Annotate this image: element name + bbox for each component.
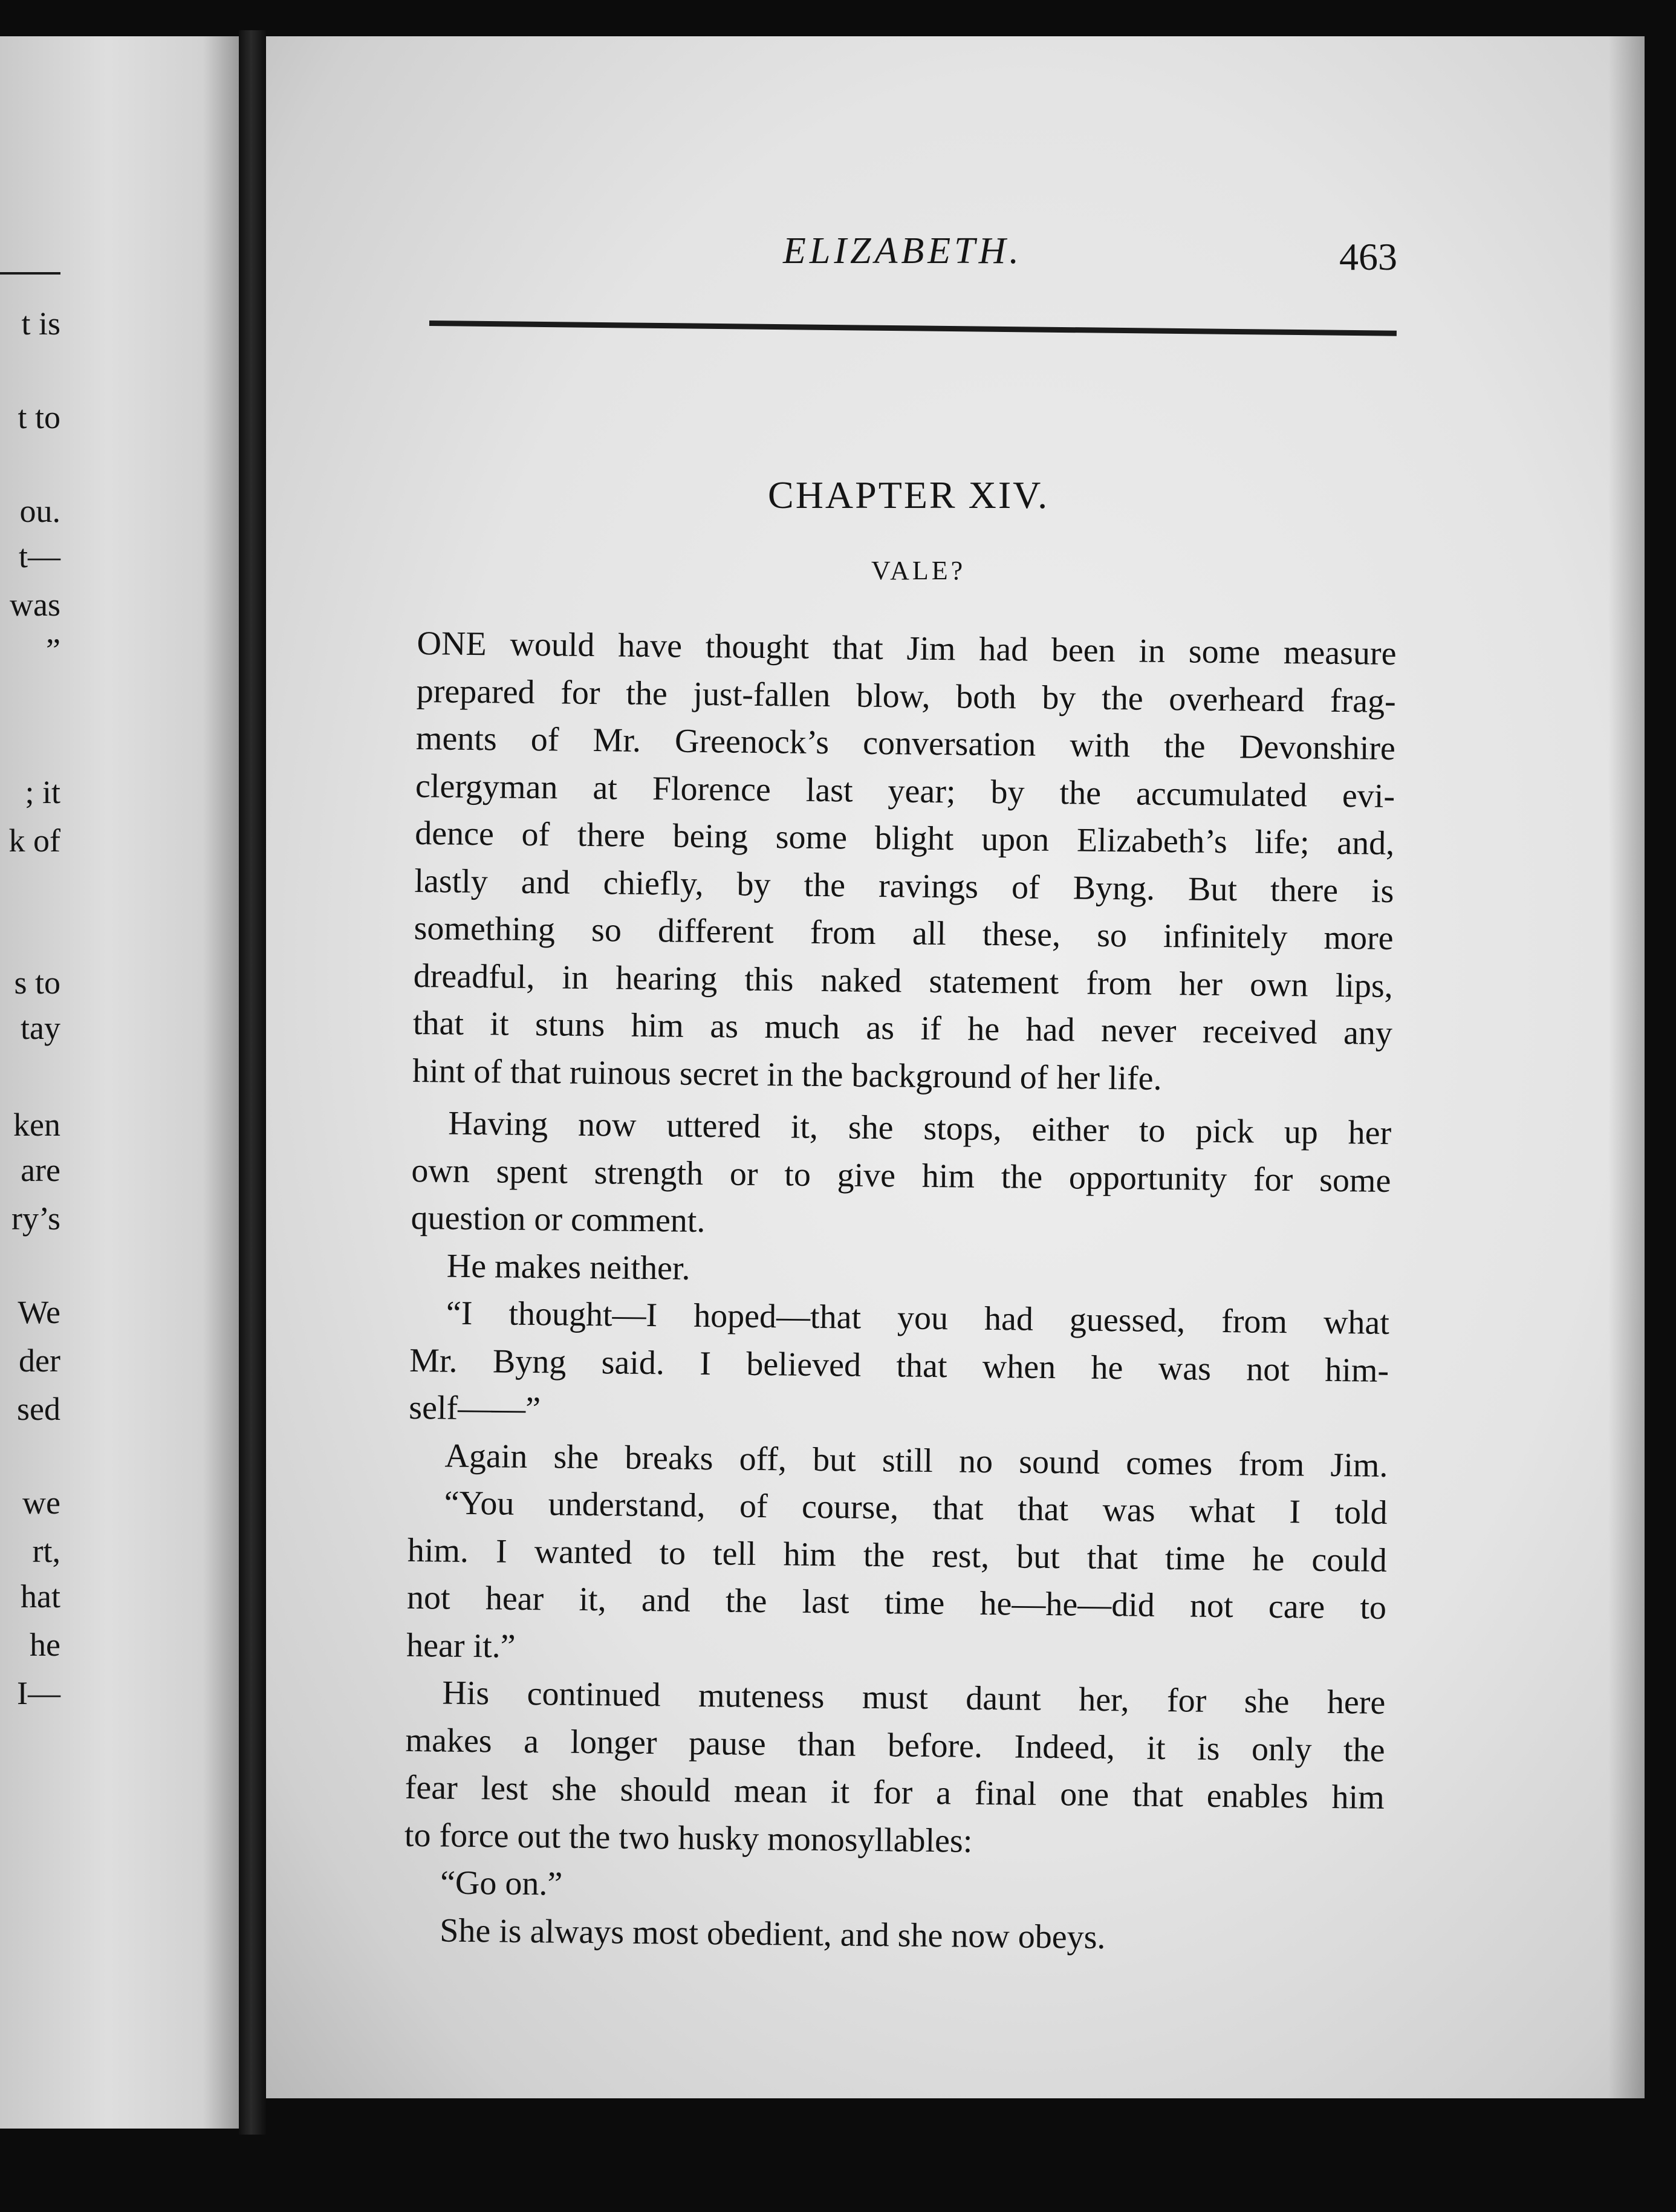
left-fragment: ry’s (11, 1200, 60, 1237)
text-line: hint of that ruinous secret in the background of her life. (412, 1052, 1162, 1098)
left-fragment: t to (18, 399, 60, 435)
left-fragment: rt, (32, 1533, 60, 1569)
text-line: not hear it, and the last time he—he—did not care to (406, 1578, 1387, 1627)
text-line: prepared for the just-fallen blow, both by the overheard frag- (416, 672, 1397, 720)
header-rule (429, 320, 1397, 336)
text-line: “I thought—I hoped—that you had guessed, from what (446, 1294, 1390, 1342)
left-fragment: t is (21, 305, 60, 342)
text-line: Again she breaks off, but still no sound comes from Jim. (444, 1437, 1388, 1485)
text-line: His continued muteness must daunt her, for she here (442, 1674, 1386, 1722)
running-title: ELIZABETH. (783, 230, 1022, 272)
text-line: makes a longer pause than before. Indeed, it is only the (405, 1721, 1385, 1769)
text-line: Having now uttered it, she stops, either to pick up her (447, 1104, 1392, 1152)
text-line: “Go on.” (440, 1864, 563, 1903)
left-fragment: ou. (19, 493, 60, 529)
left-fragment: We (18, 1294, 60, 1330)
left-fragment: we (22, 1485, 60, 1521)
page-number: 463 (1339, 235, 1397, 278)
left-page-margin (0, 36, 239, 2129)
right-page (266, 36, 1645, 2098)
left-fragment: t— (18, 538, 60, 574)
left-fragment: he (30, 1627, 60, 1663)
text-line: “You understand, of course, that that was what I told (444, 1484, 1388, 1532)
book-gutter (239, 30, 266, 2135)
text-line: He makes neither. (446, 1247, 690, 1287)
text-line: something so different from all these, so infinitely more (414, 909, 1394, 957)
body-text (403, 620, 1397, 1964)
left-fragment: was (10, 587, 60, 623)
left-fragment: tay (21, 1010, 60, 1046)
left-page-header-rule (0, 272, 60, 275)
text-line: clergyman at Florence last year; by the accumulated evi- (415, 767, 1395, 815)
left-fragment: hat (21, 1578, 60, 1615)
text-line: self——” (409, 1388, 541, 1428)
left-fragment: ken (13, 1107, 60, 1143)
text-line: She is always most obedient, and she now obeys. (439, 1911, 1106, 1956)
text-line: Mr. Byng said. I believed that when he was not him- (409, 1341, 1389, 1390)
chapter-subtitle: VALE? (871, 556, 966, 585)
text-line: that it stuns him as much as if he had never received any (412, 1004, 1393, 1052)
left-fragment: k of (8, 822, 60, 859)
text-line: lastly and chiefly, by the ravings of Byng. But there is (414, 862, 1394, 910)
text-line: him. I wanted to tell him the rest, but that time he could (407, 1531, 1388, 1579)
text-line: fear lest she should mean it for a final one that enables him (404, 1768, 1385, 1817)
text-line: dreadful, in hearing this naked statement from her own lips, (413, 957, 1394, 1005)
text-line: question or comment. (411, 1199, 706, 1240)
left-fragment: der (19, 1342, 60, 1379)
left-fragment: ; it (25, 774, 60, 810)
left-fragment: s to (14, 964, 60, 1001)
text-line: own spent strength or to give him the opportunity for some (411, 1151, 1391, 1200)
text-line: hear it.” (406, 1626, 516, 1665)
text-line: dence of there being some blight upon Elizabeth’s life; and, (414, 814, 1395, 862)
text-line: ments of Mr. Greenock’s conversation with the Devonshire (415, 719, 1396, 767)
left-fragment: are (21, 1152, 60, 1188)
chapter-title: CHAPTER XIV. (768, 473, 1050, 516)
text-line: to force out the two husky monosyllables: (404, 1816, 973, 1860)
left-fragment: I— (17, 1675, 60, 1711)
page-edge-shadow (1608, 36, 1645, 2098)
text-line: ONE would have thought that Jim had been in some measure (417, 624, 1397, 672)
left-fragment: ” (46, 632, 60, 668)
left-fragment: sed (17, 1391, 60, 1427)
